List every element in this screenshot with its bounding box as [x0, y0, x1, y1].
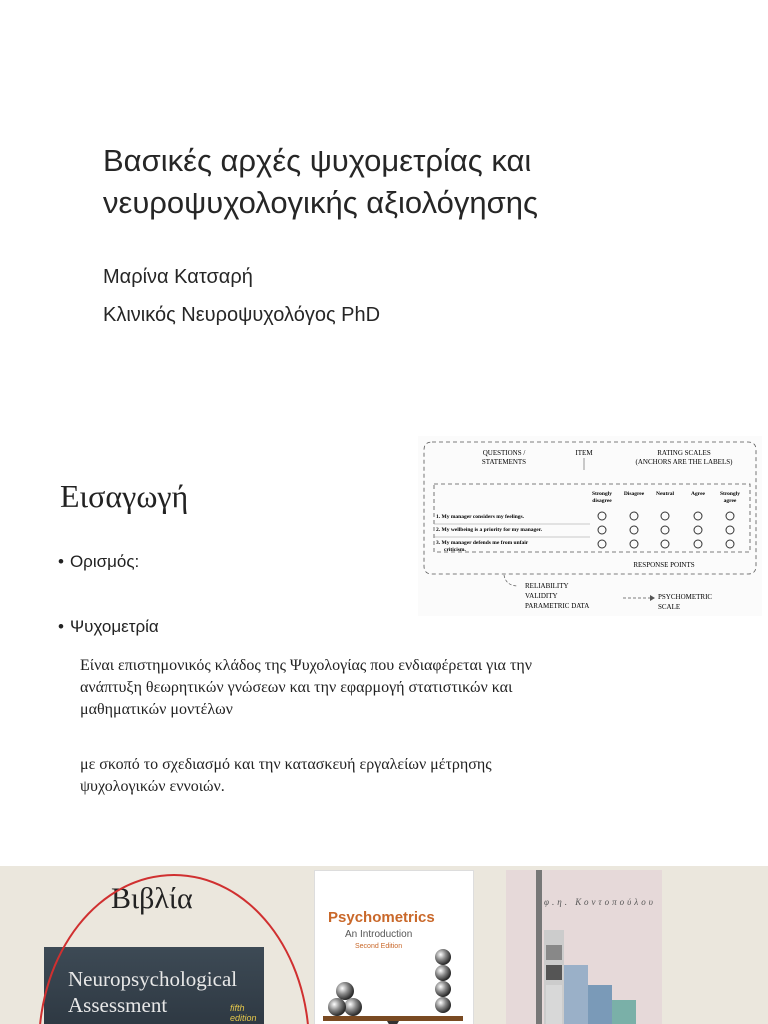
slide3-heading: Βιβλία	[111, 882, 193, 915]
slide1-author-block	[103, 258, 380, 334]
definition-line1: Είναι επιστημονικός κλάδος της Ψυχολογίας που ενδιαφέρεται για την	[80, 657, 532, 674]
rating-scales-label: RATING SCALES	[657, 449, 711, 457]
response-circle	[598, 512, 606, 520]
response-circles	[598, 512, 734, 548]
purpose-line2: ψυχολογικών εννοιών.	[80, 778, 225, 795]
book1-title-line1: Neuropsychological	[68, 967, 238, 991]
question-3-line2: criticism.	[444, 547, 466, 553]
col-strongly-agree-1: Strongly	[719, 491, 741, 497]
response-circle	[726, 512, 734, 520]
response-circle	[630, 526, 638, 534]
definition-line3: μαθηματικών μοντέλων	[80, 701, 233, 718]
slide1-title-line2: νευροψυχολογικής αξιολόγησης	[103, 185, 538, 220]
statements-label: STATEMENTS	[481, 458, 527, 466]
arrowhead-icon	[650, 595, 655, 601]
response-points-label: RESPONSE POINTS	[633, 561, 695, 569]
anchors-label: (ANCHORS ARE THE LABELS)	[635, 458, 733, 466]
psychometric-label: PSYCHOMETRIC	[658, 593, 713, 601]
response-circle	[661, 512, 669, 520]
slide2-heading: Εισαγωγή	[60, 478, 189, 514]
definition-paragraph	[80, 655, 660, 721]
question-2: 2. My wellbeing is a priority for my manager.	[436, 527, 543, 533]
slide1-title-line1: Βασικές αρχές ψυχομετρίας και	[103, 143, 532, 178]
question-1: 1. My manager considers my feelings.	[436, 514, 525, 520]
response-circle	[630, 540, 638, 548]
validity-label: VALIDITY	[525, 592, 558, 600]
rating-scale-svg	[418, 436, 762, 616]
slide3-books	[0, 866, 768, 1024]
bullet-definition	[58, 552, 139, 572]
col-strongly-agree-2: agree	[723, 498, 737, 504]
balance-balls-illustration	[315, 871, 473, 1024]
book3-title: φ.η. Κοντοπούλου	[544, 897, 656, 907]
bullet-definition-text: Ορισμός:	[69, 552, 140, 571]
bullet-dot-icon: •	[58, 552, 64, 571]
purpose-paragraph	[80, 754, 640, 798]
purpose-line1: με σκοπό το σχεδιασμό και την κατασκευή εργαλείων μέτρησης	[80, 756, 492, 773]
book3-gradient-art	[506, 870, 662, 1024]
response-circle	[598, 540, 606, 548]
reliability-label: RELIABILITY	[525, 582, 569, 590]
item-label: ITEM	[575, 449, 593, 457]
bullet-psychometry-text: Ψυχομετρία	[69, 617, 159, 636]
response-circle	[661, 540, 669, 548]
response-circle	[598, 526, 606, 534]
response-circle	[726, 540, 734, 548]
col-disagree: Disagree	[623, 491, 645, 497]
bullet-dot-icon: •	[58, 617, 64, 636]
book-cover-greek-psychometrics	[506, 870, 662, 1024]
question-3-line1: 3. My manager defends me from unfair	[436, 540, 529, 546]
book1-edition: fifth edition	[230, 1003, 257, 1023]
col-strongly-disagree-2: disagree	[592, 498, 612, 504]
scale-label: SCALE	[658, 603, 681, 611]
author-name: Μαρίνα Κατσαρή	[103, 266, 253, 288]
col-agree: Agree	[691, 491, 705, 497]
book2-edition: Second Edition	[355, 943, 403, 950]
response-circle	[726, 526, 734, 534]
highlight-oval	[38, 874, 310, 1024]
questions-label: QUESTIONS /	[482, 449, 526, 457]
book2-title: Psychometrics	[328, 909, 435, 926]
slide1-title	[103, 140, 723, 224]
book2-subtitle: An Introduction	[345, 929, 413, 940]
response-circle	[630, 512, 638, 520]
response-circle	[661, 526, 669, 534]
response-circle	[694, 526, 702, 534]
col-neutral: Neutral	[655, 491, 675, 497]
bullet-psychometry	[58, 617, 159, 637]
parametric-label: PARAMETRIC DATA	[525, 602, 590, 610]
response-circle	[694, 512, 702, 520]
flow-arrow	[504, 575, 518, 586]
rating-scale-diagram	[418, 436, 762, 616]
definition-line2: ανάπτυξη θεωρητικών γνώσεων και την εφαρμογή στατιστικών και	[80, 679, 513, 696]
col-strongly-disagree-1: Strongly	[591, 491, 613, 497]
author-role: Κλινικός Νευροψυχολόγος PhD	[103, 304, 381, 326]
book-cover-psychometrics	[314, 870, 474, 1024]
response-circle	[694, 540, 702, 548]
book1-title-line2: Assessment	[68, 993, 168, 1017]
